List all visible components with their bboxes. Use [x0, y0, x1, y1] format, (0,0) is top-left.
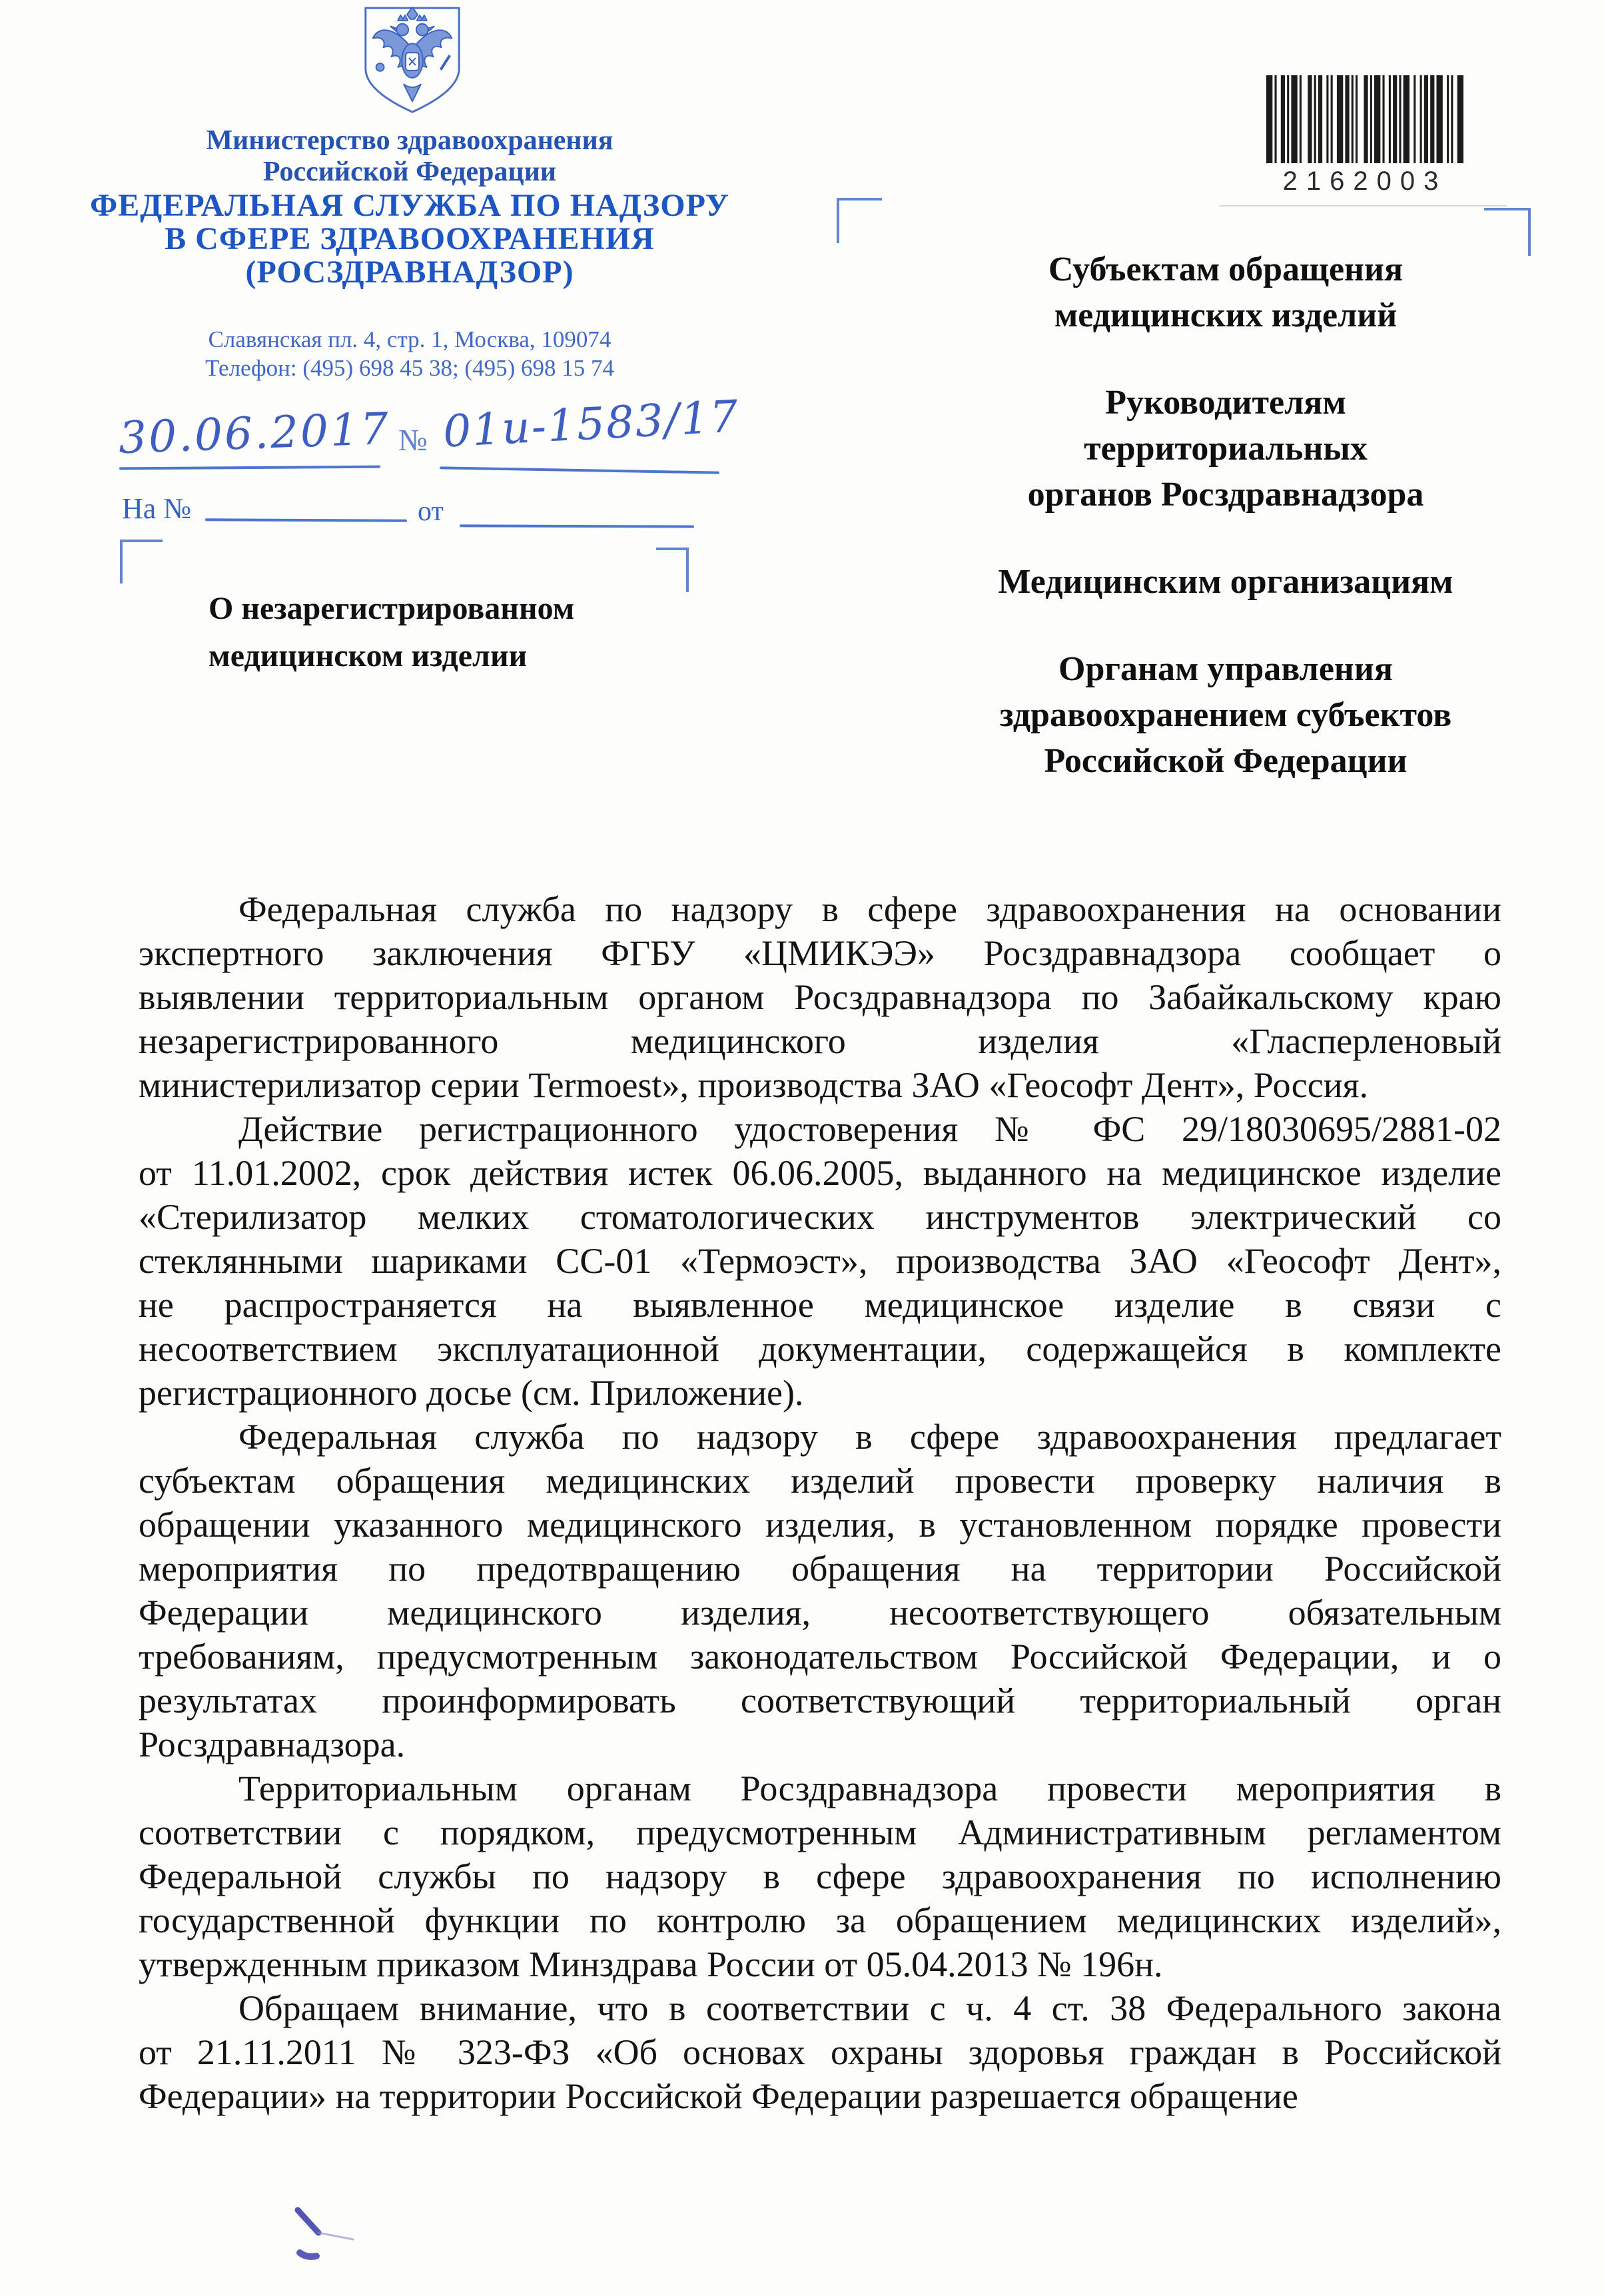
- russia-coat-of-arms-icon: [356, 5, 468, 117]
- body-line: министерилизатор серии Termoest», производства ЗАО «Геософт Дент», Россия.: [139, 1065, 1368, 1105]
- body-paragraph: [139, 1766, 1501, 1986]
- body-line: «Стерилизатор мелких стоматологических инструментов электрический со: [139, 1197, 1501, 1237]
- subject-text: О незарегистрированном: [208, 591, 575, 626]
- body-line: утвержденным приказом Минздрава России от 05.04.2013 № 196н.: [139, 1944, 1163, 1984]
- recipient-line: Российской Федерации: [1044, 742, 1407, 780]
- body-line: от 21.11.2011 № 323-ФЗ «Об основах охраны здоровья граждан в Российской: [139, 2032, 1501, 2072]
- body-line: регистрационного досье (см. Приложение).: [139, 1373, 804, 1413]
- service-line: (РОСЗДРАВНАДЗОР): [245, 254, 574, 290]
- number-sign: №: [398, 423, 428, 457]
- number-underline: [440, 466, 719, 474]
- body-line: Территориальным органам Росздравнадзора провести мероприятия в: [238, 1768, 1501, 1808]
- recipient-line: здравоохранением субъектов: [999, 696, 1452, 734]
- handwritten-date: 30.06.2017: [117, 402, 392, 464]
- body-line: выявлении территориальным органом Росздравнадзора по Забайкальскому краю: [139, 977, 1501, 1017]
- body-line: незарегистрированного медицинского изделия «Гласперленовый: [139, 1021, 1501, 1061]
- scan-artifact-line: [1219, 205, 1507, 206]
- corner-mark-icon: [1484, 208, 1531, 256]
- recipient-line: Руководителям: [1105, 384, 1346, 422]
- body-line: требованиям, предусмотренным законодательством Российской Федерации, и о: [139, 1637, 1501, 1677]
- reply-date-label: от: [418, 496, 444, 527]
- barcode: [1266, 75, 1463, 163]
- service-line: В СФЕРЕ ЗДРАВООХРАНЕНИЯ: [165, 221, 655, 256]
- body-line: соответствии с порядком, предусмотренным Административным регламентом: [139, 1812, 1501, 1852]
- subject-line: [208, 585, 688, 679]
- recipient-group: [966, 246, 1485, 338]
- body-line: несоответствием эксплуатационной документации, содержащейся в комплекте: [139, 1329, 1501, 1369]
- body-paragraph: [139, 1107, 1501, 1415]
- recipient-group: [966, 646, 1485, 784]
- subject-text: медицинском изделии: [208, 638, 528, 673]
- contact-block: [100, 325, 719, 382]
- reply-number-blank: [205, 518, 407, 522]
- body-line: Федеральной службы по надзору в сфере здравоохранения по исполнению: [139, 1856, 1501, 1896]
- recipient-line: медицинских изделий: [1054, 296, 1398, 334]
- recipient-line: Органам управления: [1058, 650, 1393, 688]
- recipients-block: [966, 246, 1485, 825]
- recipient-group: [966, 380, 1485, 518]
- ministry-name: [100, 125, 719, 188]
- body-line: Федеральная служба по надзору в сфере здравоохранения на основании: [238, 889, 1501, 929]
- reply-number-label: На №: [122, 492, 192, 525]
- body-line: Федерации медицинского изделия, несоответствующего обязательным: [139, 1593, 1501, 1633]
- service-name: [73, 189, 746, 289]
- body-line: Обращаем внимание, что в соответствии с ч. 4 ст. 38 Федерального закона: [238, 1988, 1501, 2028]
- postal-address: Славянская пл. 4, стр. 1, Москва, 109074: [208, 326, 611, 352]
- recipient-line: органов Росздравнадзора: [1027, 476, 1424, 514]
- body-line: экспертного заключения ФГБУ «ЦМИКЭЭ» Росздравнадзора сообщает о: [139, 933, 1501, 973]
- recipient-line: Субъектам обращения: [1048, 250, 1404, 288]
- ministry-line: Министерство здравоохранения: [206, 125, 613, 156]
- body-line: результатах проинформировать соответствующий территориальный орган: [139, 1681, 1501, 1721]
- recipient-group: [966, 559, 1485, 605]
- body-paragraph: [139, 887, 1501, 1107]
- body-line: стеклянными шариками СС-01 «Термоэст», производства ЗАО «Геософт Дент»,: [139, 1241, 1501, 1281]
- body-line: Федеральная служба по надзору в сфере здравоохранения предлагает: [238, 1417, 1501, 1457]
- body-line: от 11.01.2002, срок действия истек 06.06.2005, выданного на медицинское изделие: [139, 1153, 1501, 1193]
- recipient-line: территориальных: [1084, 430, 1368, 468]
- body-line: Росздравнадзора.: [139, 1724, 406, 1764]
- corner-mark-icon: [120, 540, 163, 583]
- body-paragraph: [139, 1986, 1501, 2118]
- body-line: государственной функции по контролю за обращением медицинских изделий»,: [139, 1900, 1501, 1940]
- handwritten-outgoing-number: 01и-1583/17: [442, 390, 741, 458]
- body-line: Федерации» на территории Российской Федерации разрешается обращение: [139, 2076, 1298, 2116]
- phone-numbers: Телефон: (495) 698 45 38; (495) 698 15 74: [205, 355, 614, 381]
- body-line: Действие регистрационного удостоверения № ФС 29/18030695/2881-02: [238, 1109, 1501, 1149]
- body-line: не распространяется на выявленное медицинское изделие в связи с: [139, 1285, 1501, 1325]
- letter-body: [139, 887, 1501, 2118]
- ministry-line: Российской Федерации: [262, 157, 557, 187]
- reply-date-blank: [460, 524, 694, 528]
- recipient-line: Медицинским организациям: [998, 563, 1453, 601]
- body-line: субъектам обращения медицинских изделий провести проверку наличия в: [139, 1461, 1501, 1501]
- body-line: мероприятия по предотвращению обращения на территории Российской: [139, 1549, 1501, 1589]
- service-line: ФЕДЕРАЛЬНАЯ СЛУЖБА ПО НАДЗОРУ: [90, 188, 729, 223]
- pen-mark: [286, 2198, 373, 2271]
- body-paragraph: [139, 1415, 1501, 1766]
- corner-mark-icon: [837, 198, 882, 243]
- date-underline: [119, 466, 380, 470]
- body-line: обращении указанного медицинского изделия, в установленном порядке провести: [139, 1505, 1501, 1545]
- barcode-number: 2162003: [1282, 167, 1447, 196]
